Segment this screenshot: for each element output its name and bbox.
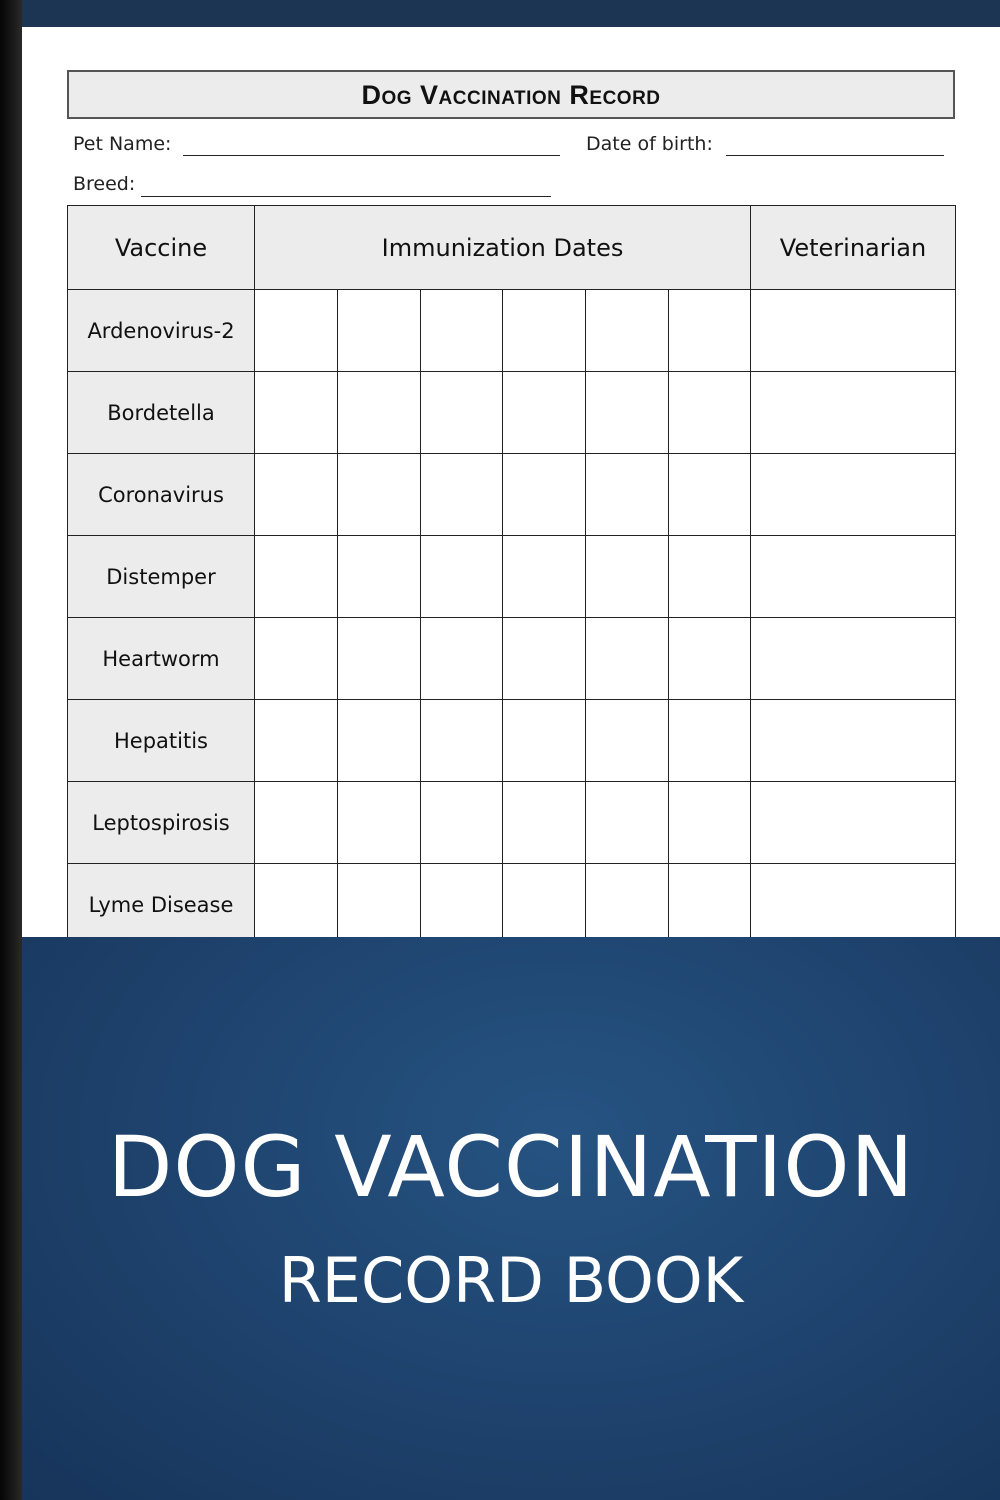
veterinarian-cell	[751, 454, 956, 536]
immunization-date-cell	[338, 700, 421, 782]
vaccine-column-header: Vaccine	[68, 206, 255, 290]
immunization-date-cell	[586, 782, 669, 864]
cover-title-panel	[22, 937, 1000, 1500]
immunization-date-cell	[586, 700, 669, 782]
immunization-date-cell	[503, 864, 586, 938]
vaccine-rows	[68, 290, 956, 938]
immunization-date-cell	[503, 700, 586, 782]
immunization-date-cell	[503, 618, 586, 700]
immunization-date-cell	[503, 290, 586, 372]
vaccine-name-cell: Distemper	[68, 536, 255, 618]
book-spine	[0, 0, 22, 1500]
cover-subtitle: RECORD BOOK	[278, 1244, 744, 1317]
immunization-date-cell	[503, 454, 586, 536]
vaccine-name-cell: Leptospirosis	[68, 782, 255, 864]
table-header-row	[68, 206, 956, 290]
vaccine-name-cell: Hepatitis	[68, 700, 255, 782]
veterinarian-cell	[751, 536, 956, 618]
table-row	[68, 372, 956, 454]
veterinarian-cell	[751, 864, 956, 938]
immunization-date-cell	[669, 372, 751, 454]
form-title: Dog Vaccination Record	[67, 70, 955, 119]
immunization-date-cell	[338, 536, 421, 618]
veterinarian-column-header: Veterinarian	[751, 206, 956, 290]
immunization-date-cell	[338, 782, 421, 864]
immunization-date-cell	[421, 700, 503, 782]
immunization-date-cell	[338, 372, 421, 454]
table-row	[68, 536, 956, 618]
immunization-date-cell	[421, 864, 503, 938]
immunization-date-cell	[503, 536, 586, 618]
immunization-date-cell	[669, 700, 751, 782]
pet-name-label: Pet Name:	[73, 133, 172, 155]
vaccine-name-cell: Bordetella	[68, 372, 255, 454]
date-of-birth-label: Date of birth:	[586, 133, 713, 155]
immunization-date-cell	[669, 782, 751, 864]
table-row	[68, 700, 956, 782]
immunization-date-cell	[255, 700, 338, 782]
veterinarian-cell	[751, 700, 956, 782]
immunization-date-cell	[669, 864, 751, 938]
immunization-date-cell	[338, 864, 421, 938]
immunization-date-cell	[255, 782, 338, 864]
table-row	[68, 864, 956, 938]
immunization-date-cell	[255, 618, 338, 700]
immunization-date-cell	[669, 454, 751, 536]
immunization-date-cell	[669, 290, 751, 372]
veterinarian-cell	[751, 290, 956, 372]
immunization-date-cell	[586, 290, 669, 372]
immunization-date-cell	[586, 372, 669, 454]
breed-line	[141, 196, 551, 197]
immunization-date-cell	[338, 618, 421, 700]
cover-top-band	[22, 0, 1000, 27]
immunization-date-cell	[421, 290, 503, 372]
veterinarian-cell	[751, 618, 956, 700]
immunization-date-cell	[421, 454, 503, 536]
immunization-date-cell	[338, 290, 421, 372]
veterinarian-cell	[751, 372, 956, 454]
immunization-date-cell	[421, 372, 503, 454]
immunization-date-cell	[255, 864, 338, 938]
immunization-date-cell	[421, 618, 503, 700]
immunization-date-cell	[503, 372, 586, 454]
vaccine-name-cell: Lyme Disease	[68, 864, 255, 938]
veterinarian-cell	[751, 782, 956, 864]
immunization-date-cell	[255, 372, 338, 454]
record-sheet-preview	[22, 27, 1000, 937]
vaccine-name-cell: Ardenovirus-2	[68, 290, 255, 372]
immunization-date-cell	[503, 782, 586, 864]
vaccine-name-cell: Coronavirus	[68, 454, 255, 536]
immunization-date-cell	[338, 454, 421, 536]
table-row	[68, 782, 956, 864]
immunization-date-cell	[669, 536, 751, 618]
immunization-date-cell	[586, 454, 669, 536]
immunization-date-cell	[421, 782, 503, 864]
immunization-date-cell	[586, 864, 669, 938]
immunization-date-cell	[421, 536, 503, 618]
table-row	[68, 454, 956, 536]
pet-name-line	[183, 155, 560, 156]
table-row	[68, 290, 956, 372]
immunization-date-cell	[586, 536, 669, 618]
table-row	[68, 618, 956, 700]
immunization-date-cell	[586, 618, 669, 700]
date-of-birth-line	[726, 155, 944, 156]
immunization-date-cell	[669, 618, 751, 700]
breed-label: Breed:	[73, 173, 136, 195]
immunization-date-cell	[255, 536, 338, 618]
vaccine-name-cell: Heartworm	[68, 618, 255, 700]
vaccination-table	[67, 205, 956, 937]
immunization-date-cell	[255, 454, 338, 536]
immunization-date-cell	[255, 290, 338, 372]
cover-title: DOG VACCINATION	[107, 1118, 915, 1216]
immunization-dates-column-header: Immunization Dates	[255, 206, 751, 290]
